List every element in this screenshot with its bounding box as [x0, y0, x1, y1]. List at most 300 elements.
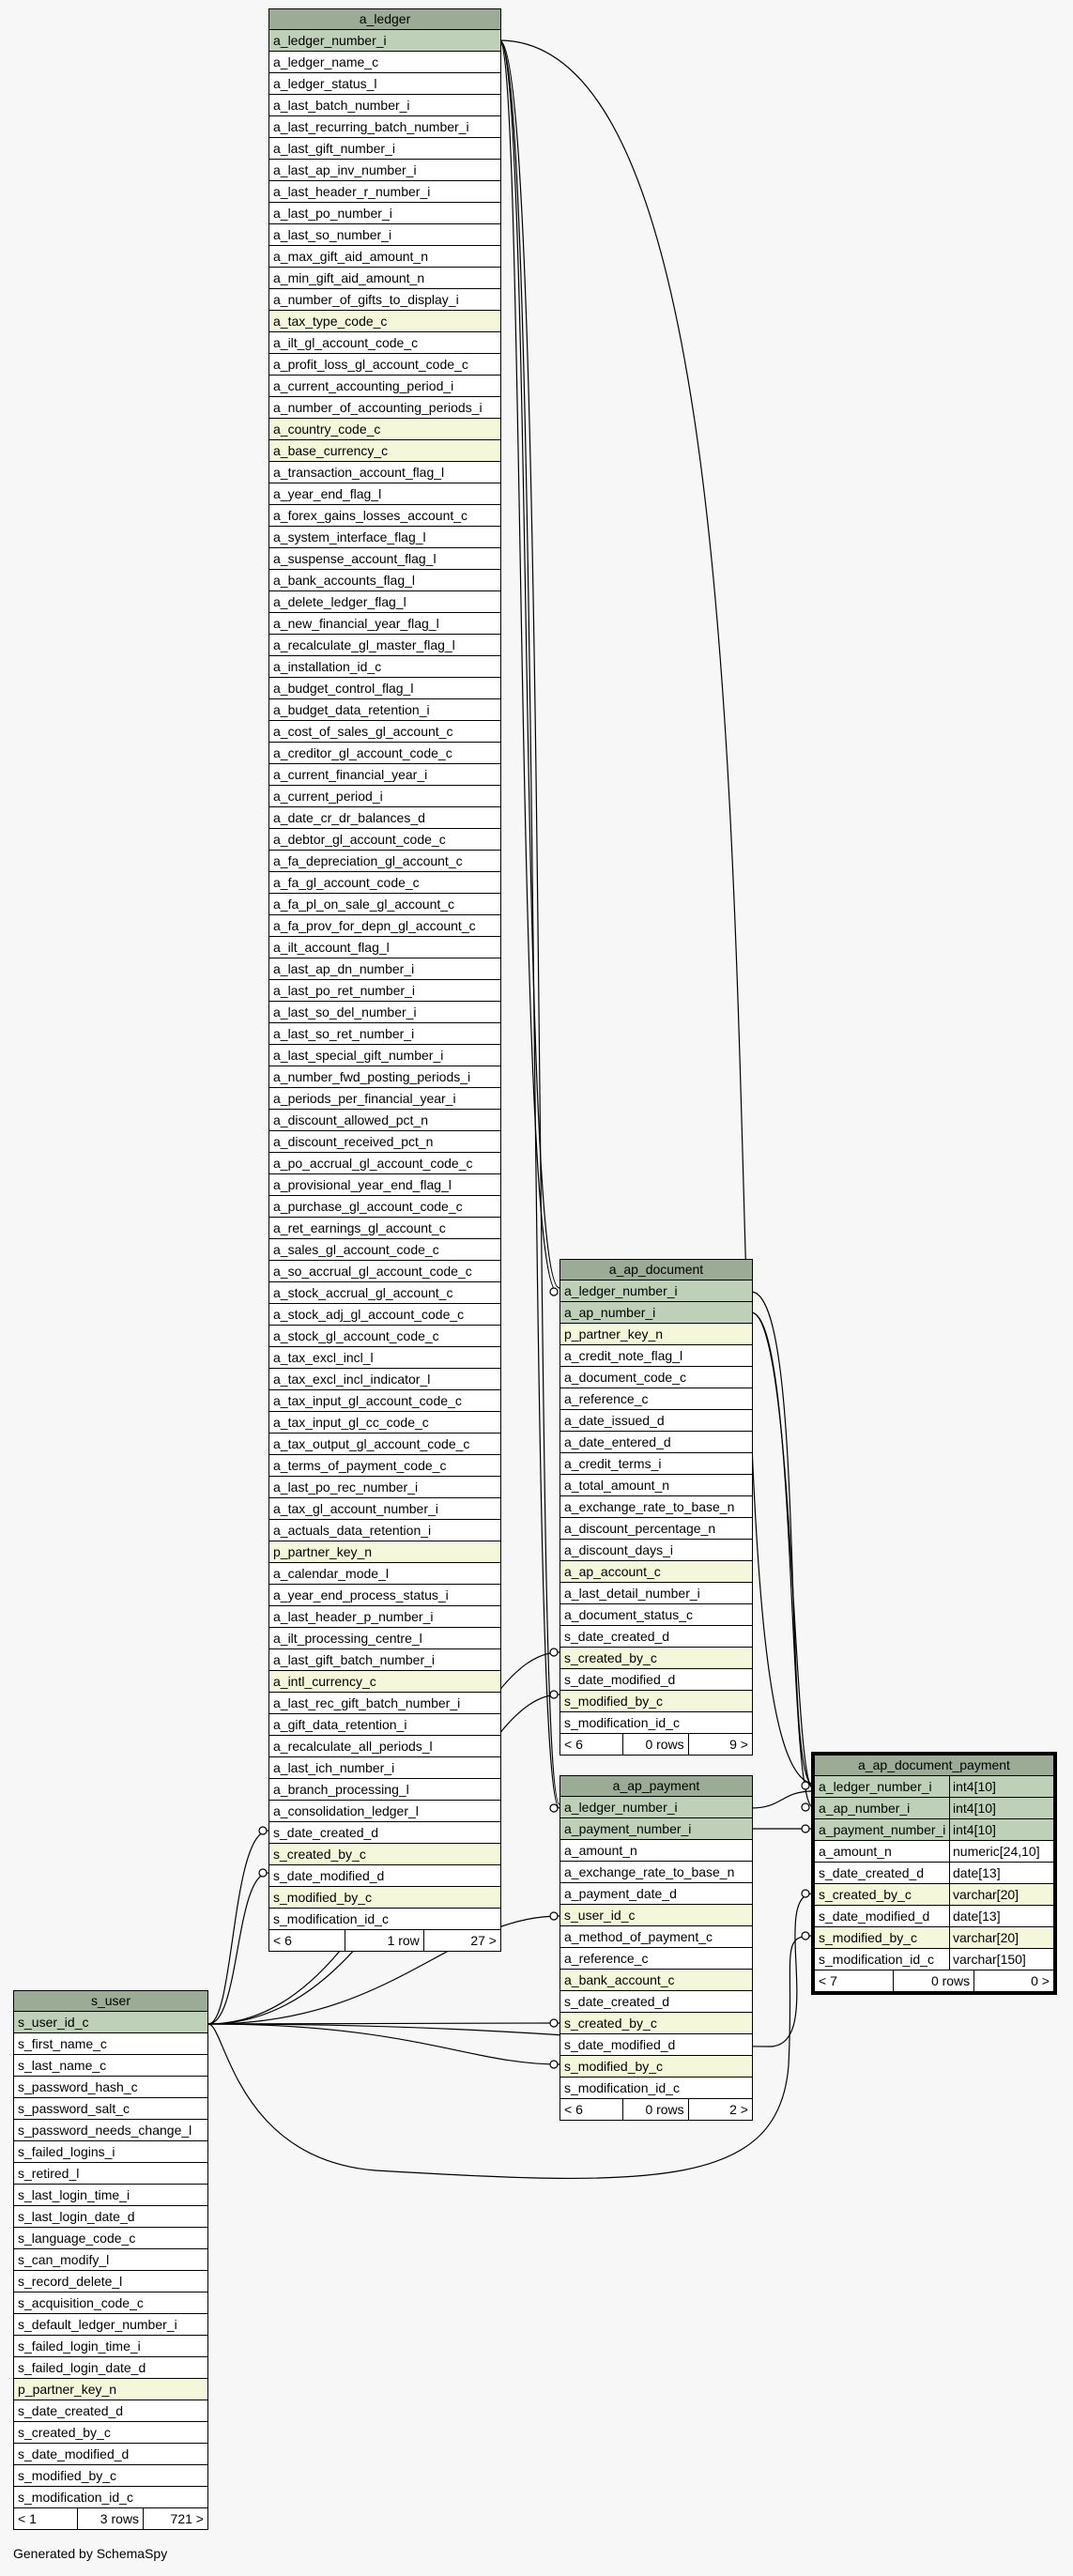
- fk-end-appay-created: [550, 2019, 558, 2027]
- column-name: a_payment_number_i: [564, 1821, 692, 1836]
- column-row[interactable]: [269, 1412, 500, 1434]
- column-row[interactable]: [269, 246, 500, 268]
- column-row[interactable]: [14, 2487, 207, 2508]
- column-row[interactable]: [269, 1693, 500, 1714]
- column-row[interactable]: [14, 2163, 207, 2185]
- column-name: a_fa_pl_on_sale_gl_account_c: [273, 897, 455, 912]
- column-name: a_ledger_number_i: [273, 33, 387, 48]
- table-footer: [560, 1734, 752, 1755]
- column-name: s_can_modify_l: [18, 2252, 110, 2267]
- column-name: a_current_financial_year_i: [273, 767, 428, 782]
- column-name: s_last_login_date_d: [18, 2209, 135, 2224]
- column-row[interactable]: [14, 2185, 207, 2206]
- column-name: a_actuals_data_retention_i: [273, 1523, 432, 1538]
- column-name: a_last_so_ret_number_i: [273, 1026, 415, 1041]
- parents-link[interactable]: < 6: [269, 1930, 345, 1951]
- generated-by-caption: Generated by SchemaSpy: [13, 2546, 168, 2561]
- column-name: a_last_special_gift_number_i: [273, 1048, 444, 1063]
- column-row[interactable]: [269, 1196, 500, 1218]
- rel-ledger-appay-2: [499, 40, 559, 1804]
- column-row[interactable]: [269, 1002, 500, 1023]
- column-type: int4[10]: [949, 1819, 1053, 1840]
- column-row[interactable]: [815, 1927, 1053, 1949]
- column-row[interactable]: [269, 181, 500, 203]
- column-row[interactable]: [269, 376, 500, 397]
- column-name: s_user_id_c: [564, 1908, 636, 1923]
- column-row[interactable]: [269, 548, 500, 570]
- column-name: a_ilt_account_flag_l: [273, 940, 390, 955]
- column-row[interactable]: [560, 1432, 752, 1453]
- column-name: a_fa_depreciation_gl_account_c: [273, 853, 463, 868]
- column-row[interactable]: [14, 2314, 207, 2336]
- column-row[interactable]: [269, 1865, 500, 1887]
- table-title[interactable]: a_ap_document_payment: [815, 1756, 1053, 1776]
- column-row[interactable]: [14, 2422, 207, 2444]
- column-row[interactable]: [560, 2056, 752, 2078]
- column-name: s_created_by_c: [18, 2425, 111, 2440]
- column-name: a_amount_n: [564, 1843, 637, 1858]
- column-name: s_modified_by_c: [819, 1930, 918, 1945]
- column-name: s_failed_logins_i: [18, 2144, 115, 2159]
- column-name: a_ret_earnings_gl_account_c: [273, 1220, 446, 1235]
- column-row[interactable]: [560, 1862, 752, 1883]
- column-row[interactable]: [14, 2012, 207, 2033]
- column-name: a_new_financial_year_flag_l: [273, 616, 439, 631]
- column-name: a_tax_type_code_c: [273, 314, 388, 329]
- column-name: a_system_interface_flag_l: [273, 529, 426, 544]
- column-name: s_retired_l: [18, 2166, 80, 2181]
- column-row[interactable]: [560, 1691, 752, 1712]
- column-row[interactable]: [269, 1239, 500, 1261]
- column-name: a_so_accrual_gl_account_code_c: [273, 1264, 472, 1279]
- column-row[interactable]: [560, 1669, 752, 1691]
- column-name: s_default_ledger_number_i: [18, 2317, 177, 2332]
- rel-apdoc-docpay-ledger: [751, 1292, 813, 1786]
- column-row[interactable]: [269, 1390, 500, 1412]
- row-count: 0 rows: [623, 1734, 688, 1755]
- column-row[interactable]: [269, 1153, 500, 1174]
- column-row[interactable]: [269, 483, 500, 505]
- table-a-ap-document-payment[interactable]: [811, 1752, 1057, 1995]
- column-name: a_budget_data_retention_i: [273, 702, 430, 717]
- column-row[interactable]: [269, 138, 500, 160]
- column-name: a_fa_gl_account_code_c: [273, 875, 420, 890]
- column-row[interactable]: [14, 2379, 207, 2400]
- column-row[interactable]: [560, 1926, 752, 1948]
- column-name: a_suspense_account_flag_l: [273, 551, 437, 566]
- column-row[interactable]: [14, 2292, 207, 2314]
- column-row[interactable]: [14, 2098, 207, 2120]
- column-name: p_partner_key_n: [273, 1544, 373, 1559]
- column-name: a_last_gift_batch_number_i: [273, 1652, 436, 1667]
- column-row[interactable]: [269, 1736, 500, 1757]
- fk-end-apdoc-created: [550, 1648, 558, 1656]
- column-row[interactable]: [269, 1326, 500, 1347]
- column-name: a_number_of_accounting_periods_i: [273, 400, 483, 415]
- column-row[interactable]: [14, 2228, 207, 2249]
- fk-end-docpay-payment: [802, 1825, 809, 1832]
- column-row[interactable]: [14, 2336, 207, 2357]
- column-row[interactable]: [269, 289, 500, 311]
- column-row[interactable]: [269, 1174, 500, 1196]
- table-title[interactable]: a_ap_payment: [560, 1776, 752, 1797]
- column-name: a_current_period_i: [273, 789, 383, 804]
- column-name: a_tax_input_gl_account_code_c: [273, 1393, 462, 1408]
- column-row[interactable]: [269, 1822, 500, 1844]
- column-name: a_last_batch_number_i: [273, 98, 410, 113]
- column-row[interactable]: [269, 527, 500, 548]
- column-row[interactable]: [269, 30, 500, 52]
- column-row[interactable]: [14, 2120, 207, 2141]
- column-row[interactable]: [269, 1606, 500, 1628]
- rel-user-ledger-created: [208, 1831, 268, 2024]
- column-name: a_document_status_c: [564, 1607, 693, 1622]
- table-a-ledger[interactable]: [268, 8, 501, 1952]
- column-row[interactable]: [269, 1045, 500, 1066]
- column-row[interactable]: [815, 1841, 1053, 1863]
- fk-end-apdoc-ledger: [550, 1288, 558, 1296]
- column-row[interactable]: [560, 1453, 752, 1475]
- column-name: a_number_fwd_posting_periods_i: [273, 1069, 471, 1084]
- column-row[interactable]: [560, 1561, 752, 1583]
- column-row[interactable]: [269, 1282, 500, 1304]
- column-name: s_record_delete_l: [18, 2274, 123, 2289]
- column-row[interactable]: [269, 699, 500, 721]
- fk-end-docpay-ledger: [802, 1782, 809, 1789]
- column-row[interactable]: [269, 591, 500, 613]
- column-row[interactable]: [269, 1779, 500, 1801]
- column-name: a_amount_n: [819, 1844, 892, 1859]
- column-row[interactable]: [269, 462, 500, 483]
- fk-end-appay-userid: [550, 1912, 558, 1920]
- column-name: s_created_by_c: [564, 2016, 657, 2031]
- column-row[interactable]: [269, 980, 500, 1002]
- column-name: a_tax_gl_account_number_i: [273, 1501, 438, 1516]
- column-name: s_date_modified_d: [564, 2037, 676, 2052]
- column-row[interactable]: [560, 1648, 752, 1669]
- column-name: s_modified_by_c: [273, 1890, 373, 1905]
- column-row[interactable]: [269, 1628, 500, 1649]
- column-name: a_reference_c: [564, 1951, 649, 1966]
- column-row[interactable]: [560, 1540, 752, 1561]
- column-row[interactable]: [560, 1367, 752, 1388]
- column-name: a_branch_processing_l: [273, 1782, 409, 1797]
- parents-link[interactable]: < 6: [560, 2099, 623, 2120]
- column-name: a_budget_control_flag_l: [273, 681, 414, 696]
- column-row[interactable]: [14, 2249, 207, 2271]
- column-row[interactable]: [560, 1410, 752, 1432]
- parents-link[interactable]: < 1: [14, 2508, 78, 2529]
- table-footer: [14, 2508, 207, 2529]
- children-link[interactable]: 9 >: [729, 1737, 748, 1752]
- children-link[interactable]: 2 >: [729, 2102, 748, 2117]
- column-name: a_last_ap_inv_number_i: [273, 162, 417, 177]
- column-name: a_stock_adj_gl_account_code_c: [273, 1307, 465, 1322]
- column-type: int4[10]: [949, 1776, 1053, 1797]
- column-row[interactable]: [815, 1906, 1053, 1927]
- column-row[interactable]: [269, 160, 500, 181]
- column-row[interactable]: [560, 2078, 752, 2099]
- column-name: s_user_id_c: [18, 2015, 89, 2030]
- column-name: a_max_gift_aid_amount_n: [273, 249, 429, 264]
- children-link[interactable]: 0 >: [1031, 1973, 1050, 1988]
- column-row[interactable]: [560, 1518, 752, 1540]
- column-row[interactable]: [815, 1776, 1053, 1798]
- fk-end-docpay-ap: [802, 1803, 809, 1811]
- column-row[interactable]: [560, 1905, 752, 1926]
- column-row[interactable]: [269, 807, 500, 829]
- column-name: a_stock_accrual_gl_account_c: [273, 1285, 453, 1300]
- column-row[interactable]: [560, 1302, 752, 1324]
- column-name: a_tax_output_gl_account_code_c: [273, 1436, 470, 1451]
- column-row[interactable]: [14, 2077, 207, 2098]
- column-row[interactable]: [269, 570, 500, 591]
- column-name: a_number_of_gifts_to_display_i: [273, 292, 459, 307]
- column-row[interactable]: [269, 721, 500, 743]
- column-name: a_sales_gl_account_code_c: [273, 1242, 439, 1257]
- column-name: a_recalculate_all_periods_l: [273, 1739, 433, 1754]
- column-name: a_discount_days_i: [564, 1542, 673, 1557]
- column-row[interactable]: [14, 2033, 207, 2055]
- column-name: a_cost_of_sales_gl_account_c: [273, 724, 453, 739]
- column-row[interactable]: [269, 678, 500, 699]
- column-name: a_reference_c: [564, 1391, 649, 1406]
- column-row[interactable]: [560, 1345, 752, 1367]
- column-row[interactable]: [269, 1088, 500, 1110]
- column-row[interactable]: [269, 851, 500, 872]
- column-row[interactable]: [560, 1604, 752, 1626]
- column-row[interactable]: [14, 2357, 207, 2379]
- column-row[interactable]: [14, 2055, 207, 2077]
- column-name: a_last_po_ret_number_i: [273, 983, 415, 998]
- column-row[interactable]: [269, 1218, 500, 1239]
- column-row[interactable]: [269, 1714, 500, 1736]
- column-row[interactable]: [269, 1563, 500, 1585]
- column-row[interactable]: [269, 440, 500, 462]
- column-row[interactable]: [815, 1819, 1053, 1841]
- column-name: a_bank_accounts_flag_l: [273, 573, 416, 588]
- column-row[interactable]: [269, 268, 500, 289]
- column-row[interactable]: [269, 1369, 500, 1390]
- column-row[interactable]: [269, 1887, 500, 1909]
- column-name: a_last_po_number_i: [273, 206, 392, 221]
- column-name: a_ledger_status_l: [273, 76, 377, 91]
- column-row[interactable]: [815, 1884, 1053, 1906]
- rel-ledger-apdoc-1: [499, 40, 558, 1292]
- column-row[interactable]: [14, 2271, 207, 2292]
- column-row[interactable]: [269, 311, 500, 332]
- parents-link[interactable]: < 6: [560, 1734, 623, 1755]
- column-row[interactable]: [269, 1131, 500, 1153]
- column-row[interactable]: [815, 1863, 1053, 1884]
- column-row[interactable]: [560, 1583, 752, 1604]
- column-row[interactable]: [815, 1798, 1053, 1819]
- table-columns: [560, 1797, 752, 2120]
- column-row[interactable]: [269, 1671, 500, 1693]
- column-name: a_po_accrual_gl_account_code_c: [273, 1156, 473, 1171]
- column-row[interactable]: [269, 95, 500, 116]
- column-name: s_modified_by_c: [18, 2468, 117, 2483]
- column-name: a_calendar_mode_l: [273, 1566, 389, 1581]
- column-row[interactable]: [269, 786, 500, 807]
- column-name: a_profit_loss_gl_account_code_c: [273, 357, 468, 372]
- column-row[interactable]: [14, 2206, 207, 2228]
- column-row[interactable]: [269, 73, 500, 95]
- column-row[interactable]: [269, 743, 500, 764]
- rel-ledger-appay-1: [499, 40, 559, 1808]
- column-name: a_total_amount_n: [564, 1478, 670, 1493]
- column-row[interactable]: [269, 52, 500, 73]
- column-name: a_transaction_account_flag_l: [273, 465, 445, 480]
- column-row[interactable]: [560, 2013, 752, 2034]
- table-a-ap-document[interactable]: [559, 1259, 753, 1756]
- column-row[interactable]: [269, 116, 500, 138]
- column-row[interactable]: [14, 2141, 207, 2163]
- column-row[interactable]: [14, 2400, 207, 2422]
- column-row[interactable]: [560, 1970, 752, 1991]
- column-name: a_periods_per_financial_year_i: [273, 1091, 456, 1106]
- column-row[interactable]: [269, 764, 500, 786]
- column-row[interactable]: [269, 1434, 500, 1455]
- table-footer: [269, 1930, 500, 1951]
- column-row[interactable]: [560, 1324, 752, 1345]
- column-type: varchar[20]: [949, 1927, 1053, 1948]
- table-columns: [560, 1280, 752, 1755]
- column-name: s_password_hash_c: [18, 2079, 138, 2094]
- column-row[interactable]: [269, 1477, 500, 1498]
- column-row[interactable]: [560, 1818, 752, 1840]
- column-name: s_acquisition_code_c: [18, 2295, 144, 2310]
- column-name: a_date_entered_d: [564, 1434, 671, 1449]
- table-title[interactable]: a_ap_document: [560, 1260, 752, 1280]
- column-row[interactable]: [560, 1991, 752, 2013]
- column-row[interactable]: [269, 1541, 500, 1563]
- column-name: s_modification_id_c: [564, 1715, 680, 1730]
- column-name: a_ap_number_i: [819, 1801, 911, 1816]
- column-row[interactable]: [560, 1883, 752, 1905]
- column-row[interactable]: [560, 1496, 752, 1518]
- column-row[interactable]: [269, 1304, 500, 1326]
- column-row[interactable]: [269, 656, 500, 678]
- column-name: s_created_by_c: [564, 1650, 657, 1665]
- column-row[interactable]: [269, 397, 500, 419]
- children-link[interactable]: 721 >: [170, 2511, 204, 2526]
- table-columns: [269, 30, 500, 1951]
- column-row[interactable]: [14, 2465, 207, 2487]
- column-row[interactable]: [269, 635, 500, 656]
- column-row[interactable]: [14, 2444, 207, 2465]
- table-title[interactable]: s_user: [14, 1991, 207, 2012]
- fk-end-docpay-modified: [802, 1932, 809, 1940]
- column-name: a_last_so_number_i: [273, 227, 392, 242]
- column-row[interactable]: [560, 1475, 752, 1496]
- column-type: numeric[24,10]: [949, 1841, 1053, 1862]
- column-name: a_purchase_gl_account_code_c: [273, 1199, 463, 1214]
- row-count: 0 rows: [894, 1970, 974, 1991]
- column-name: a_ilt_gl_account_code_c: [273, 335, 419, 350]
- column-row[interactable]: [269, 872, 500, 894]
- column-row[interactable]: [269, 1347, 500, 1369]
- column-name: a_ap_account_c: [564, 1564, 661, 1579]
- column-name: a_ap_number_i: [564, 1305, 656, 1320]
- column-row[interactable]: [269, 505, 500, 527]
- column-name: a_intl_currency_c: [273, 1674, 376, 1689]
- column-name: s_date_created_d: [18, 2403, 124, 2418]
- column-name: a_installation_id_c: [273, 659, 382, 674]
- column-row[interactable]: [269, 1757, 500, 1779]
- column-row[interactable]: [269, 1909, 500, 1930]
- column-row[interactable]: [269, 1585, 500, 1606]
- column-row[interactable]: [269, 829, 500, 851]
- column-row[interactable]: [560, 1626, 752, 1648]
- column-row[interactable]: [269, 332, 500, 354]
- column-row[interactable]: [560, 1797, 752, 1818]
- column-row[interactable]: [269, 1498, 500, 1520]
- column-row[interactable]: [269, 419, 500, 440]
- column-row[interactable]: [560, 1712, 752, 1734]
- column-row[interactable]: [269, 1110, 500, 1131]
- column-type: varchar[20]: [949, 1884, 1053, 1905]
- table-footer: [815, 1970, 1053, 1991]
- column-name: s_date_modified_d: [564, 1672, 676, 1687]
- column-row[interactable]: [269, 613, 500, 635]
- column-name: p_partner_key_n: [564, 1326, 664, 1342]
- fk-end-appay-modified: [550, 2061, 558, 2068]
- column-row[interactable]: [269, 1844, 500, 1865]
- table-a-ap-payment[interactable]: [559, 1775, 753, 2121]
- column-row[interactable]: [560, 1388, 752, 1410]
- column-row[interactable]: [269, 203, 500, 224]
- column-row[interactable]: [560, 1840, 752, 1862]
- rel-user-appay-modified: [208, 2024, 559, 2064]
- column-row[interactable]: [269, 1455, 500, 1477]
- column-name: a_consolidation_ledger_l: [273, 1803, 419, 1818]
- column-name: s_modification_id_c: [18, 2490, 133, 2505]
- column-row[interactable]: [269, 1801, 500, 1822]
- column-row[interactable]: [269, 937, 500, 958]
- table-s-user[interactable]: [13, 1990, 208, 2530]
- parents-link[interactable]: < 7: [815, 1970, 894, 1991]
- column-row[interactable]: [815, 1949, 1053, 1970]
- column-name: a_discount_percentage_n: [564, 1521, 716, 1536]
- column-row[interactable]: [269, 915, 500, 937]
- children-link[interactable]: 27 >: [470, 1933, 497, 1948]
- column-row[interactable]: [269, 958, 500, 980]
- column-row[interactable]: [269, 1261, 500, 1282]
- column-name: a_tax_input_gl_cc_code_c: [273, 1415, 429, 1430]
- column-row[interactable]: [269, 224, 500, 246]
- column-row[interactable]: [269, 1023, 500, 1045]
- column-name: a_last_so_del_number_i: [273, 1004, 417, 1020]
- column-name: a_date_issued_d: [564, 1413, 665, 1428]
- fk-end-ledger-modified: [259, 1869, 267, 1877]
- column-row[interactable]: [560, 1280, 752, 1302]
- column-row[interactable]: [269, 1520, 500, 1541]
- column-name: s_failed_login_time_i: [18, 2338, 141, 2354]
- column-row[interactable]: [269, 1649, 500, 1671]
- column-name: a_exchange_rate_to_base_n: [564, 1864, 735, 1879]
- column-row[interactable]: [269, 894, 500, 915]
- column-row[interactable]: [269, 354, 500, 376]
- column-row[interactable]: [560, 2034, 752, 2056]
- column-name: a_last_header_r_number_i: [273, 184, 431, 199]
- column-row[interactable]: [269, 1066, 500, 1088]
- column-row[interactable]: [560, 1948, 752, 1970]
- column-name: s_language_code_c: [18, 2231, 136, 2246]
- table-title[interactable]: a_ledger: [269, 9, 500, 30]
- column-name: a_last_po_rec_number_i: [273, 1480, 419, 1495]
- column-name: a_country_code_c: [273, 422, 381, 437]
